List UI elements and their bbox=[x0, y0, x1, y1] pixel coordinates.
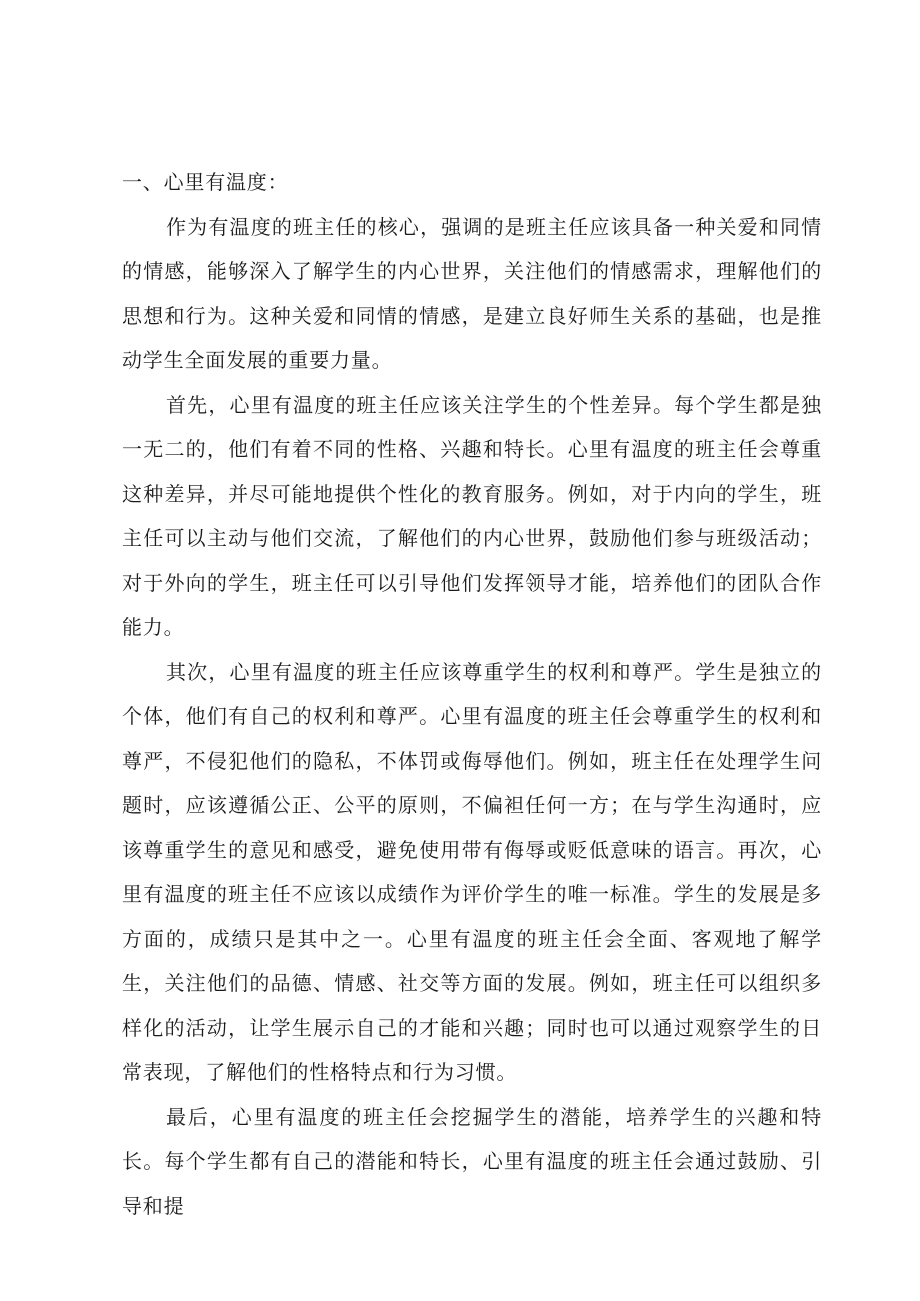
paragraph-intro: 作为有温度的班主任的核心，强调的是班主任应该具备一种关爱和同情的情感，能够深入了解学生的内心世界，关注他们的情感需求，理解他们的思想和行为。这种关爱和同情的情感，是建立良好师生关系的基础，也是推动学生全面发展的重要力量。 bbox=[122, 214, 822, 372]
document-body bbox=[122, 160, 822, 1228]
paragraph-last: 最后，心里有温度的班主任会挖掘学生的潜能，培养学生的兴趣和特长。每个学生都有自己的潜能和特长，心里有温度的班主任会通过鼓励、引导和提 bbox=[122, 1104, 822, 1218]
section-heading: 一、心里有温度： bbox=[122, 170, 289, 194]
paragraph-first: 首先，心里有温度的班主任应该关注学生的个性差异。每个学生都是独一无二的，他们有着不同的性格、兴趣和特长。心里有温度的班主任会尊重这种差异，并尽可能地提供个性化的教育服务。例如，对于内向的学生，班主任可以主动与他们交流，了解他们的内心世界，鼓励他们参与班级活动；对于外向的学生，班主任可以引导他们发挥领导才能，培养他们的团队合作能力。 bbox=[122, 392, 822, 639]
paragraph-second: 其次，心里有温度的班主任应该尊重学生的权利和尊严。学生是独立的个体，他们有自己的权利和尊严。心里有温度的班主任会尊重学生的权利和尊严，不侵犯他们的隐私，不体罚或侮辱他们。例如，班主任在处理学生问题时，应该遵循公正、公平的原则，不偏袒任何一方；在与学生沟通时，应该尊重学生的意见和感受，避免使用带有侮辱或贬低意味的语言。再次，心里有温度的班主任不应该以成绩作为评价学生的唯一标准。学生的发展是多方面的，成绩只是其中之一。心里有温度的班主任会全面、客观地了解学生，关注他们的品德、情感、社交等方面的发展。例如，班主任可以组织多样化的活动，让学生展示自己的才能和兴趣；同时也可以通过观察学生的日常表现，了解他们的性格特点和行为习惯。 bbox=[122, 659, 822, 1084]
